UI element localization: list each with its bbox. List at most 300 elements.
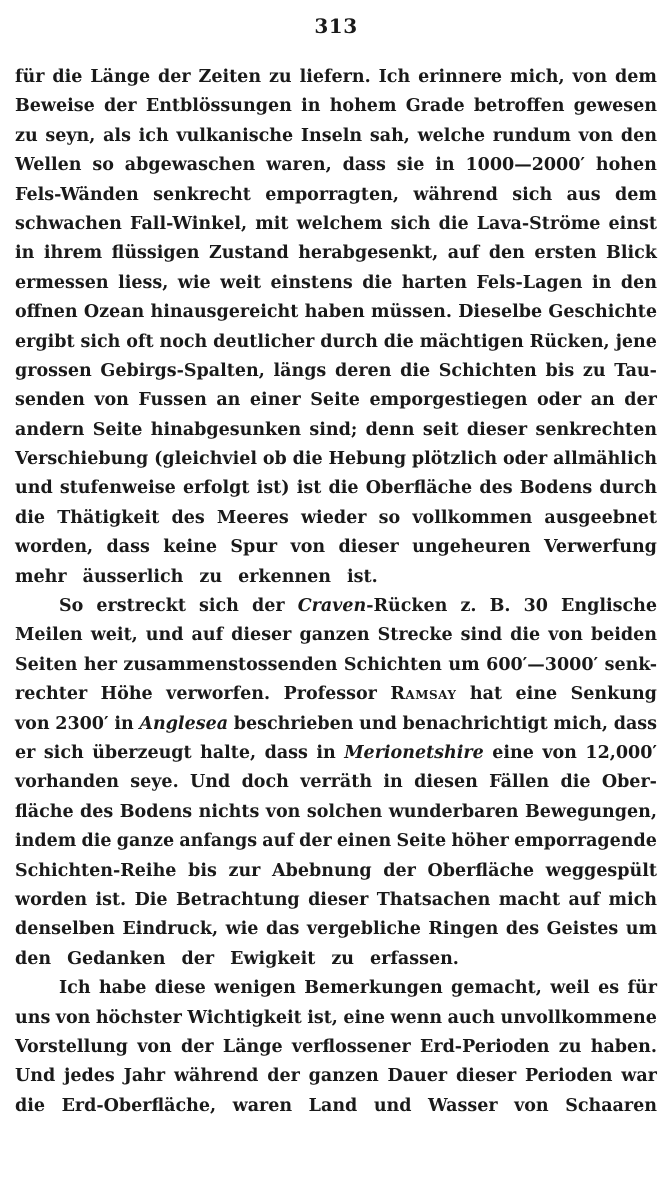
text-word: von — [290, 537, 326, 558]
text-word: welchem — [296, 213, 383, 234]
text-word: Abebnung — [272, 860, 372, 881]
text-word: das — [265, 919, 300, 940]
text-word: ist. — [95, 889, 127, 910]
text-word: vollkommen — [412, 507, 533, 528]
text-word: zu — [582, 360, 606, 381]
text-word: vulkanische — [176, 125, 294, 146]
text-word: Hebung — [328, 449, 407, 470]
text-line — [15, 651, 657, 680]
text-word: weit — [220, 272, 262, 293]
text-word: haben — [304, 302, 365, 323]
text-word: Schichten — [438, 360, 537, 381]
text-word: denn — [365, 419, 415, 440]
text-word: her — [83, 654, 117, 675]
text-word: einstens — [270, 272, 353, 293]
text-line — [15, 974, 657, 1003]
text-word: wenn — [390, 1007, 443, 1028]
text-word: Craven-Rücken — [297, 596, 448, 617]
text-word: hinausgereicht — [150, 302, 299, 323]
text-line — [15, 710, 657, 739]
text-word: seit — [422, 419, 459, 440]
text-word: Schaaren — [565, 1095, 657, 1116]
text-word: oder — [502, 449, 548, 470]
text-word: weggespült — [545, 860, 657, 881]
text-word: seyn, — [45, 125, 96, 146]
text-word: oft — [126, 331, 154, 352]
text-word: mächtigen — [419, 331, 524, 352]
text-word: verräth — [300, 772, 373, 793]
text-word: so — [378, 507, 401, 528]
text-word: Wellen — [15, 155, 82, 176]
text-word: ob — [262, 449, 287, 470]
text-word: in — [383, 772, 403, 793]
text-word: dass — [106, 537, 150, 558]
text-word: die — [328, 478, 359, 499]
text-line — [15, 1033, 657, 1062]
text-word: emporragende — [514, 831, 657, 852]
text-word: nichts — [198, 801, 260, 822]
text-word: Oberfläche — [365, 478, 473, 499]
text-word: Fels-Wänden — [15, 184, 139, 205]
text-word: Erd-Oberfläche, — [61, 1095, 217, 1116]
text-word: Strecke — [377, 625, 453, 646]
text-word: worden, — [15, 537, 94, 558]
text-word: harten — [401, 272, 467, 293]
text-word: Länge — [90, 67, 151, 87]
text-word: auf — [191, 625, 224, 646]
text-word: macht — [498, 889, 561, 910]
text-word: gewesen — [573, 96, 657, 117]
text-word: emporragten, — [265, 184, 399, 205]
text-word: von — [578, 125, 614, 146]
text-line — [15, 474, 657, 503]
text-word: liess, — [118, 272, 169, 293]
text-word: von — [572, 67, 608, 87]
text-word: von — [55, 1007, 91, 1028]
text-word: indem — [15, 831, 77, 852]
text-word: Ewigkeit — [230, 948, 316, 969]
text-word: vergebliche — [306, 919, 421, 940]
text-word: Englische — [561, 596, 657, 617]
text-word: auch — [447, 1007, 496, 1028]
text-word: wie — [177, 272, 211, 293]
text-word: in — [592, 272, 612, 293]
text-word: dass — [613, 713, 657, 734]
text-word: Betrachtung — [175, 889, 300, 910]
text-line — [15, 151, 657, 180]
text-word: verworfen. — [166, 684, 271, 705]
text-word: die — [438, 213, 469, 234]
text-word: B. — [489, 596, 511, 617]
text-word: Seiten — [15, 654, 78, 675]
text-word: durch — [320, 331, 378, 352]
text-word: ergibt — [15, 331, 75, 352]
text-word: dem — [615, 67, 657, 87]
text-word: vorhanden — [15, 772, 119, 793]
text-word: gemacht, — [451, 978, 542, 999]
text-word: die — [15, 507, 46, 528]
text-word: Seite — [396, 831, 447, 852]
text-line — [15, 328, 657, 357]
text-word: beiden — [590, 625, 657, 646]
text-word: ist — [296, 478, 322, 499]
text-word: auf — [262, 831, 294, 852]
text-line — [15, 592, 657, 621]
text-word: dieser — [308, 889, 369, 910]
text-word: der — [624, 390, 657, 411]
text-word: bis — [545, 360, 575, 381]
text-word: zur — [228, 860, 261, 881]
text-word: die — [292, 449, 323, 470]
text-word: Ramsay — [390, 684, 457, 705]
text-word: Wasser — [428, 1095, 498, 1116]
text-word: und — [145, 625, 184, 646]
text-word: er — [15, 742, 36, 763]
text-word: für — [15, 67, 45, 87]
text-line — [15, 298, 657, 327]
text-word: mich, — [553, 713, 609, 734]
text-word: der — [299, 831, 332, 852]
text-word: müssen. — [371, 302, 452, 323]
text-word: Jahr — [123, 1066, 166, 1087]
text-line — [15, 92, 657, 121]
text-word: ist. — [347, 566, 378, 587]
text-word: jedes — [64, 1066, 115, 1087]
text-word: Wichtigkeit — [187, 1007, 302, 1028]
text-word: und — [359, 713, 397, 734]
text-word: in — [316, 742, 336, 763]
text-word: der — [181, 1036, 214, 1057]
text-word: sich — [80, 331, 121, 352]
text-word: wunderbaren — [388, 801, 519, 822]
text-word: Gedanken — [67, 948, 166, 969]
text-word: keine — [163, 537, 217, 558]
text-word: 600′—3000′ — [486, 654, 599, 675]
text-word: der — [104, 96, 137, 117]
text-word: um — [625, 919, 657, 940]
text-word: 30 — [523, 596, 548, 617]
text-word: Geistes — [546, 919, 619, 940]
text-word: mehr — [15, 566, 67, 587]
text-word: auf — [568, 889, 601, 910]
text-word: die — [52, 67, 83, 87]
text-word: benachrichtigt — [402, 713, 548, 734]
text-line — [15, 445, 657, 474]
text-word: abgewaschen — [124, 155, 256, 176]
text-word: auf — [447, 243, 480, 264]
text-word: Bewegungen, — [524, 801, 657, 822]
text-word: des — [80, 801, 114, 822]
text-word: zu — [331, 948, 355, 969]
text-word: flüssigen — [111, 243, 200, 264]
text-word: dieser — [338, 537, 399, 558]
text-word: betroffen — [473, 96, 565, 117]
text-word: der — [383, 860, 416, 881]
text-word: So — [59, 596, 84, 617]
text-word: den — [15, 948, 52, 969]
text-word: jene — [615, 331, 657, 352]
text-line — [15, 357, 657, 386]
text-word: Geschichte — [548, 302, 657, 323]
text-word: der — [252, 596, 285, 617]
text-line — [15, 1062, 657, 1091]
text-word: Ober- — [601, 772, 657, 793]
text-word: dem — [615, 184, 657, 205]
text-word: ich — [138, 125, 169, 146]
text-word: diese — [154, 978, 206, 999]
text-word: senk- — [604, 654, 657, 675]
text-word: die — [560, 772, 591, 793]
text-word: in — [435, 155, 455, 176]
text-word: senkrechten — [535, 419, 657, 440]
text-word: weit, — [90, 625, 138, 646]
text-word: noch — [159, 331, 208, 352]
text-word: äusserlich — [82, 566, 184, 587]
text-word: Spur — [230, 537, 278, 558]
text-word: so — [92, 155, 114, 176]
text-word: die — [383, 331, 414, 352]
text-word: plötzlich — [411, 449, 498, 470]
text-word: deren — [334, 360, 392, 381]
text-word: diesen — [414, 772, 478, 793]
text-line — [15, 739, 657, 768]
text-word: Bemerkungen — [304, 978, 443, 999]
text-word: Professor — [283, 684, 377, 705]
text-word: Lava-Ströme — [476, 213, 601, 234]
text-word: denselben — [15, 919, 115, 940]
text-line — [15, 63, 657, 92]
text-word: Fels-Lagen — [476, 272, 583, 293]
text-word: Verschiebung — [15, 449, 149, 470]
text-word: Vorstellung — [15, 1036, 128, 1057]
text-word: höher — [451, 831, 509, 852]
text-word: sich — [43, 742, 84, 763]
text-word: in — [301, 96, 321, 117]
text-word: Blick — [606, 243, 657, 264]
text-word: Meilen — [15, 625, 83, 646]
text-word: dieser — [466, 419, 528, 440]
text-word: deutlicher — [213, 331, 315, 352]
text-word: einen — [336, 831, 392, 852]
text-word: herabgesenkt, — [298, 243, 439, 264]
text-word: ist, — [307, 1007, 338, 1028]
text-word: als — [103, 125, 131, 146]
text-line — [15, 181, 657, 210]
text-word: Fällen — [489, 772, 550, 793]
text-word: ist) — [256, 478, 290, 499]
body-text — [15, 63, 657, 1121]
text-word: erinnere — [418, 67, 503, 87]
text-word: mich — [608, 889, 657, 910]
text-line — [15, 269, 657, 298]
text-word: Oberfläche — [427, 860, 534, 881]
text-word: Ich — [59, 978, 91, 999]
text-word: sich — [199, 596, 239, 617]
text-word: ausgeebnet — [544, 507, 657, 528]
text-word: uns — [15, 1007, 51, 1028]
text-line — [15, 210, 657, 239]
text-word: dieser — [455, 1066, 517, 1087]
text-word: in — [114, 713, 134, 734]
text-word: verflossener — [291, 1036, 411, 1057]
text-word: mit — [255, 213, 289, 234]
text-word: sich — [390, 213, 431, 234]
page-number: 313 — [314, 14, 358, 38]
text-line — [15, 1004, 657, 1033]
text-line — [15, 945, 657, 974]
text-word: dass — [342, 155, 386, 176]
text-word: grossen — [15, 360, 92, 381]
text-word: eine — [515, 684, 558, 705]
text-word: habe — [98, 978, 147, 999]
text-word: die — [15, 1095, 46, 1116]
text-word: von — [548, 625, 583, 646]
text-word: von — [15, 713, 50, 734]
text-word: liefern. — [299, 67, 371, 87]
text-line — [15, 915, 657, 944]
text-line — [15, 621, 657, 650]
text-word: Ozean — [83, 302, 145, 323]
text-word: fläche — [15, 801, 74, 822]
text-line — [15, 386, 657, 415]
text-word: zu — [199, 566, 223, 587]
text-word: Perioden — [524, 1066, 613, 1087]
text-word: den — [620, 272, 657, 293]
text-word: anfangs — [179, 831, 258, 852]
text-word: wie — [225, 919, 259, 940]
text-word: Die — [134, 889, 168, 910]
text-word: längs — [273, 360, 327, 381]
text-word: Zeiten — [198, 67, 262, 87]
text-word: sah, — [369, 125, 410, 146]
text-word: sind — [460, 625, 503, 646]
text-word: und — [15, 478, 53, 499]
text-word: 2300′ — [55, 713, 109, 734]
text-word: die — [510, 625, 541, 646]
text-word: für — [627, 978, 657, 999]
text-word: der — [181, 948, 215, 969]
text-word: um — [448, 654, 480, 675]
text-word: Seite — [92, 419, 143, 440]
text-word: die — [362, 272, 393, 293]
text-word: während — [413, 184, 498, 205]
text-word: hat — [469, 684, 503, 705]
text-word: sie — [396, 155, 425, 176]
text-line — [15, 416, 657, 445]
text-word: bis — [188, 860, 217, 881]
text-word: die — [400, 360, 431, 381]
text-word: der — [158, 67, 191, 87]
text-word: Dieselbe — [458, 302, 543, 323]
text-word: worden — [15, 889, 88, 910]
text-word: sind; — [309, 419, 358, 440]
text-word: und — [373, 1095, 412, 1116]
text-word: seye. — [130, 772, 179, 793]
text-word: Länge — [222, 1036, 283, 1057]
text-word: Entblössungen — [145, 96, 292, 117]
text-word: rundum — [492, 125, 571, 146]
text-word: senkrecht — [153, 184, 251, 205]
text-word: durch — [599, 478, 657, 499]
text-line — [15, 563, 657, 592]
text-word: dass — [264, 742, 308, 763]
text-word: waren, — [266, 155, 332, 176]
text-word: einst — [608, 213, 657, 234]
text-word: zu — [15, 125, 38, 146]
text-word: erfassen. — [370, 948, 459, 969]
text-line — [15, 239, 657, 268]
text-word: von — [514, 1095, 549, 1116]
text-word: Schichten — [343, 654, 442, 675]
text-word: von — [94, 390, 129, 411]
text-word: überzeugt — [92, 742, 192, 763]
text-word: erstreckt — [96, 596, 186, 617]
text-word: erkennen — [238, 566, 331, 587]
text-word: schwachen — [15, 213, 122, 234]
text-word: emporgestiegen — [369, 390, 528, 411]
text-word: eine — [492, 742, 534, 763]
text-word: Meeres — [216, 507, 289, 528]
text-word: solchen — [306, 801, 383, 822]
text-word: den — [488, 243, 525, 264]
text-word: die — [81, 831, 112, 852]
text-word: Beweise — [15, 96, 95, 117]
text-word: ganzen — [308, 1066, 379, 1087]
text-word: halte, — [200, 742, 257, 763]
text-word: Seite — [310, 390, 360, 411]
text-word: Tau- — [614, 360, 657, 381]
text-word: allmählich — [553, 449, 657, 470]
text-line — [15, 827, 657, 856]
text-word: des — [171, 507, 205, 528]
text-word: Eindruck, — [122, 919, 219, 940]
text-word: an — [216, 390, 241, 411]
text-word: Zustand — [208, 243, 289, 264]
text-word: welche — [417, 125, 485, 146]
text-line — [15, 504, 657, 533]
text-word: Erd-Perioden — [420, 1036, 550, 1057]
text-word: war — [621, 1066, 657, 1087]
text-word: Anglesea — [139, 713, 229, 734]
text-line — [15, 886, 657, 915]
text-word: offnen — [15, 302, 78, 323]
text-word: zusammenstossenden — [123, 654, 338, 675]
text-word: hohen — [595, 155, 657, 176]
text-word: beschrieben — [233, 713, 354, 734]
text-word: sich — [512, 184, 553, 205]
text-word: weil — [550, 978, 590, 999]
text-word: Merionetshire — [344, 742, 484, 763]
text-word: senden — [15, 390, 85, 411]
text-line — [15, 533, 657, 562]
text-word: während — [173, 1066, 259, 1087]
text-word: unvollkommene — [500, 1007, 657, 1028]
text-word: (gleichviel — [154, 449, 258, 470]
text-word: den — [620, 125, 657, 146]
text-word: Senkung — [570, 684, 657, 705]
text-word: aus — [566, 184, 601, 205]
text-word: oder — [536, 390, 582, 411]
text-word: eine — [343, 1007, 385, 1028]
text-word: von — [137, 1036, 172, 1057]
text-word: ersten — [534, 243, 597, 264]
text-word: Höhe — [100, 684, 153, 705]
text-word: an — [590, 390, 615, 411]
text-word: rechter — [15, 684, 88, 705]
text-word: Bodens — [519, 478, 593, 499]
text-word: Verwerfung — [543, 537, 657, 558]
text-word: stufenweise — [59, 478, 176, 499]
